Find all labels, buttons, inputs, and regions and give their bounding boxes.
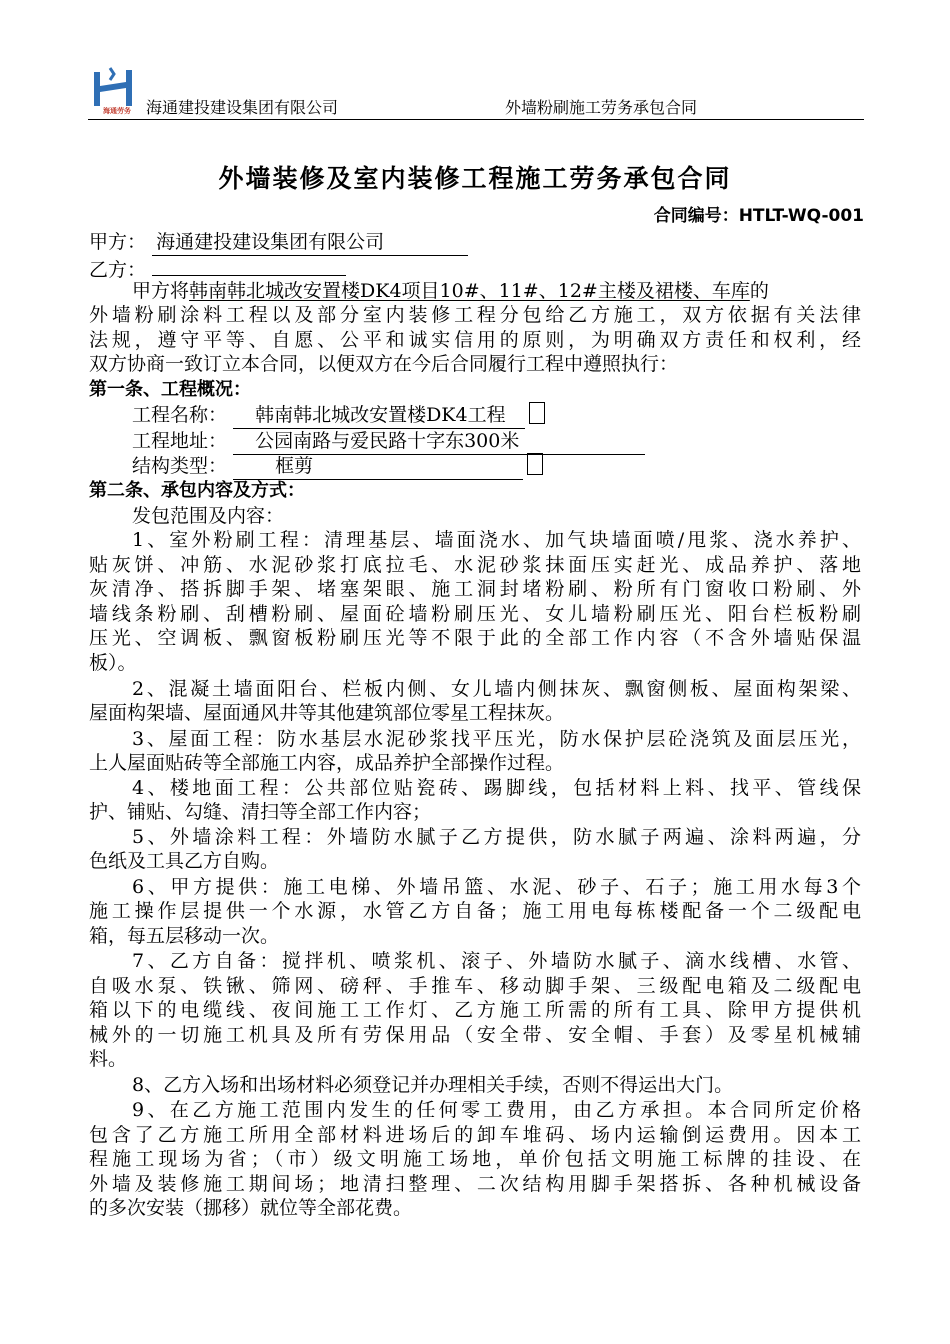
project-address-value: 公园南路与爱民路十字东300米 <box>233 428 645 455</box>
article2-heading: 第二条、承包内容及方式： <box>89 480 305 501</box>
project-address-label: 工程地址： <box>132 430 228 452</box>
document-title: 外墙装修及室内装修工程施工劳务承包合同 <box>218 164 732 193</box>
scope-line: 色纸及工具乙方自购。 <box>89 850 280 872</box>
checkbox-glyph <box>527 453 543 475</box>
intro-prefix: 甲方将 <box>132 280 190 302</box>
intro-project: 韩南韩北城改安置楼DK4项目10#、11#、12#主楼及裙楼、车库 <box>189 280 750 302</box>
project-name-value: 韩南韩北城改安置楼DK4工程 <box>233 402 525 429</box>
header-doc-title: 外墙粉刷施工劳务承包合同 <box>505 98 698 117</box>
party-b-blank <box>152 255 346 276</box>
scope-line: 灰清净、搭拆脚手架、堵塞架眼、施工洞封堵粉刷、粉所有门窗收口粉刷、外 <box>89 578 861 600</box>
scope-line: 6、甲方提供：施工电梯、外墙吊篮、水泥、砂子、石子；施工用水每3个 <box>132 876 861 898</box>
scope-line: 料。 <box>89 1048 128 1070</box>
party-a-line <box>89 229 861 256</box>
scope-line: 3、屋面工程：防水基层水泥砂浆找平压光，防水保护层砼浇筑及面层压光， <box>132 728 861 750</box>
company-logo <box>88 66 146 118</box>
header-rule <box>88 119 864 120</box>
scope-line: 板）。 <box>89 652 137 674</box>
scope-line: 2、混凝土墙面阳台、栏板内侧、女儿墙内侧抹灰、飘窗侧板、屋面构架梁、 <box>132 678 861 700</box>
scope-line: 1、室外粉刷工程：清理基层、墙面浇水、加气块墙面喷/甩浆、浇水养护、 <box>132 529 861 551</box>
logo-text: 海通劳务 <box>103 107 131 115</box>
scope-line: 7、乙方自备：搅拌机、喷浆机、滚子、外墙防水腻子、滴水线槽、水管、 <box>132 950 861 972</box>
intro-line-4: 双方协商一致订立本合同，以便双方在今后合同履行工程中遵照执行： <box>89 353 679 375</box>
scope-line: 9、在乙方施工范围内发生的任何零工费用，由乙方承担。本合同所定价格 <box>132 1099 861 1121</box>
scope-line: 墙线条粉刷、刮槽粉刷、屋面砼墙粉刷压光、女儿墙粉刷压光、阳台栏板粉刷 <box>89 603 861 625</box>
scope-line: 外墙及装修施工期间场；地清扫整理、二次结构用脚手架搭拆、各种机械设备 <box>89 1173 861 1195</box>
scope-line: 包含了乙方施工所用全部材料进场后的卸车堆码、场内运输倒运费用。因本工 <box>89 1124 861 1146</box>
scope-line: 护、铺贴、勾缝、清扫等全部工作内容； <box>89 801 432 823</box>
scope-line: 压光、空调板、飘窗板粉刷压光等不限于此的全部工作内容（不含外墙贴保温 <box>89 627 861 649</box>
header-company: 海通建投建设集团有限公司 <box>146 98 339 117</box>
article1-heading: 第一条、工程概况： <box>89 379 251 400</box>
scope-line: 屋面构架墙、屋面通风井等其他建筑部位零星工程抹灰。 <box>89 702 565 724</box>
intro-line-3: 法规，遵守平等、自愿、公平和诚实信用的原则，为明确双方责任和权利，经 <box>89 329 861 351</box>
party-a-value: 海通建投建设集团有限公司 <box>152 229 468 256</box>
scope-line: 械外的一切施工机具及所有劳保用品（安全带、安全帽、手套）及零星机械辅 <box>89 1024 861 1046</box>
scope-line: 8、乙方入场和出场材料必须登记并办理相关手续，否则不得运出大门。 <box>132 1074 734 1096</box>
scope-line: 箱，每五层移动一次。 <box>89 925 280 947</box>
scope-label: 发包范围及内容： <box>132 505 285 527</box>
scope-line: 的多次安装（挪移）就位等全部花费。 <box>89 1197 413 1219</box>
scope-line: 贴灰饼、冲筋、水泥砂浆打底拉毛、水泥砂浆抹面压实赶光、成品养护、落地 <box>89 554 861 576</box>
party-a-label: 甲方： <box>89 231 147 253</box>
scope-line: 箱以下的电缆线、夜间施工工作灯、乙方施工所需的所有工具、除甲方提供机 <box>89 999 861 1021</box>
checkbox-glyph <box>529 402 545 424</box>
structure-type-label: 结构类型： <box>132 455 228 477</box>
project-name-label: 工程名称： <box>132 404 228 426</box>
contract-number: 合同编号：HTLT-WQ-001 <box>653 206 864 226</box>
project-address-line <box>132 428 861 455</box>
scope-line: 上人屋面贴砖等全部施工内容，成品养护全部操作过程。 <box>89 752 565 774</box>
scope-line: 4、楼地面工程：公共部位贴瓷砖、踢脚线，包括材料上料、找平、管线保 <box>132 777 861 799</box>
scope-line: 5、外墙涂料工程：外墙防水腻子乙方提供，防水腻子两遍、涂料两遍，分 <box>132 826 861 848</box>
party-b-label: 乙方： <box>89 259 147 281</box>
scope-line: 自吸水泵、铁锹、筛网、磅秤、手推车、移动脚手架、三级配电箱及二级配电 <box>89 975 861 997</box>
structure-type-value: 框剪 <box>233 453 523 480</box>
structure-type-line <box>132 453 861 480</box>
scope-line: 施工操作层提供一个水源，水管乙方自备；施工用电每栋楼配备一个二级配电 <box>89 900 861 922</box>
intro-line-2: 外墙粉刷涂料工程以及部分室内装修工程分包给乙方施工，双方依据有关法律 <box>89 304 861 326</box>
project-name-line <box>132 402 861 429</box>
intro-line-1 <box>132 278 861 304</box>
scope-line: 程施工现场为省；（市）级文明施工场地，单价包括文明施工标牌的挂设、在 <box>89 1148 861 1170</box>
intro-suffix: 的 <box>749 280 769 302</box>
